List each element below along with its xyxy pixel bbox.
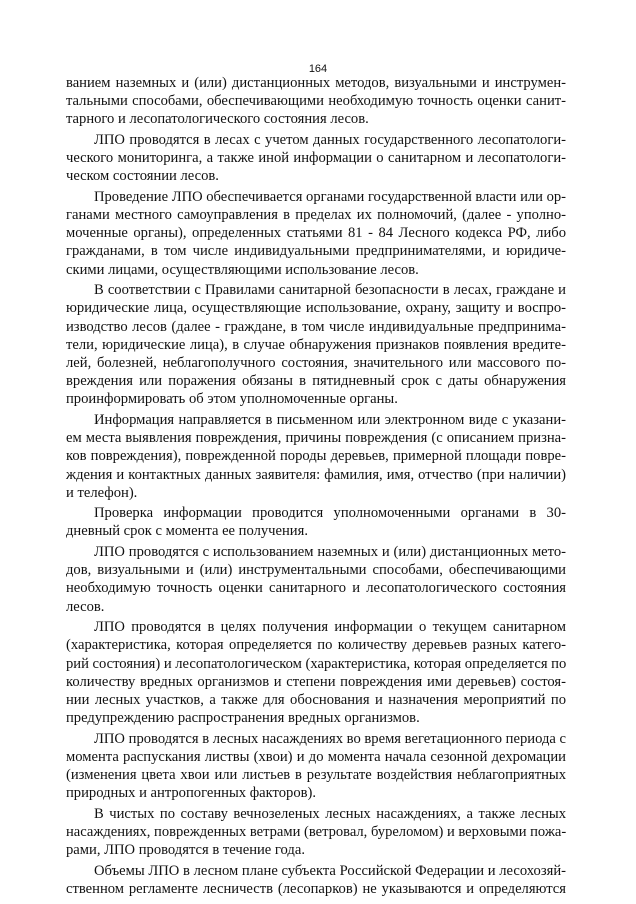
text-line: ем места выявления повреждения, причины повреждения (с описанием призна- bbox=[66, 430, 566, 447]
text-line: насаждениях, поврежденных ветрами (ветровал, буреломом) и верховыми пожа- bbox=[66, 824, 567, 841]
text-line: ванием наземных и (или) дистанционных методов, визуальными и инструмен- bbox=[66, 75, 566, 91]
text-line: рами, ЛПО проводятся в течение года. bbox=[66, 842, 305, 859]
text-line: тели, юридические лица), в случае обнаружения признаков появления вредите- bbox=[66, 336, 566, 353]
text-line: лей, болезней, неблагополучного состояния, значительного или массового по- bbox=[66, 354, 566, 371]
text-line: ждения и контактных данных заявителя: фамилия, имя, отчество (при наличии) bbox=[66, 466, 566, 483]
text-line: гражданами, в том числе индивидуальными предпринимателями, и юридиче- bbox=[66, 243, 566, 260]
text-line: проинформировать об этом уполномоченные органы. bbox=[66, 391, 398, 408]
text-line: В чистых по составу вечнозеленых лесных насаждениях, а также лесных bbox=[94, 805, 566, 822]
text-line: Проведение ЛПО обеспечивается органами государственной власти или ор- bbox=[94, 188, 566, 205]
text-line: (изменения цвета хвои или листьев в результате воздействия неблагоприятных bbox=[66, 767, 566, 784]
text-line: скими лицами, осуществляющими использование лесов. bbox=[66, 261, 419, 278]
text-line: ЛПО проводятся в лесах с учетом данных государственного лесопатологи- bbox=[94, 131, 566, 148]
text-line: изводство лесов (далее - граждане, в том числе индивидуальные предпринима- bbox=[66, 318, 566, 335]
text-line: дов, визуальными и (или) инструментальными способами, обеспечивающими bbox=[66, 562, 566, 579]
text-line: В соответствии с Правилами санитарной безопасности в лесах, граждане и bbox=[94, 282, 566, 299]
text-line: момента распускания листвы (хвои) и до момента начала сезонной дехромации bbox=[66, 748, 566, 765]
text-line: нии лесных участков, а также для обоснования и назначения мероприятий по bbox=[66, 691, 566, 708]
body-text bbox=[66, 74, 566, 898]
text-line: тальными способами, обеспечивающими необходимую точность оценки санит- bbox=[66, 93, 566, 110]
text-line: рий состояния) и лесопатологическом (характеристика, которая определяется по bbox=[66, 655, 567, 672]
text-line: тарного и лесопатологического состояния лесов. bbox=[66, 111, 369, 128]
text-line: ческом состоянии лесов. bbox=[66, 168, 219, 185]
text-line: ческого мониторинга, а также иной информации о санитарном и лесопатологи- bbox=[66, 150, 566, 167]
text-line: Объемы ЛПО в лесном плане субъекта Российской Федерации и лесохозяй- bbox=[94, 862, 566, 879]
text-line: юридические лица, осуществляющие использование, охрану, защиту и воспро- bbox=[66, 300, 566, 317]
text-line: природных и антропогенных факторов). bbox=[66, 785, 317, 802]
text-line: ЛПО проводятся в целях получения информации о текущем санитарном bbox=[94, 619, 566, 636]
text-line: вреждения или поражения обязаны в пятидневный срок с даты обнаружения bbox=[66, 373, 566, 390]
text-line: и телефон). bbox=[66, 484, 138, 501]
text-line: моченные органы), определенных статьями 81 - 84 Лесного кодекса РФ, либо bbox=[66, 225, 566, 242]
text-line: (характеристика, которая определяется по количеству деревьев разных катего- bbox=[66, 637, 566, 654]
text-line: предупреждению распространения вредных организмов. bbox=[66, 710, 420, 727]
text-line: необходимую точность оценки санитарного и лесопатологического состояния bbox=[66, 580, 566, 597]
page-number: 164 bbox=[308, 63, 328, 75]
text-line: дневный срок с момента ее получения. bbox=[66, 523, 308, 540]
text-line: лесов. bbox=[66, 598, 105, 615]
text-line: количеству вредных организмов и степени повреждения ими деревьев) состоя- bbox=[66, 673, 566, 690]
text-line: ЛПО проводятся с использованием наземных и (или) дистанционных мето- bbox=[94, 544, 566, 561]
text-line: Проверка информации проводится уполномоченными органами в 30- bbox=[94, 505, 566, 522]
text-line: ЛПО проводятся в лесных насаждениях во время вегетационного периода с bbox=[94, 730, 566, 747]
text-line: ков повреждения), поврежденной породы деревьев, примерной площади повре- bbox=[66, 448, 566, 465]
text-line: ственном регламенте лесничеств (лесопарков) не указываются и определяются bbox=[66, 880, 566, 897]
text-line: Информация направляется в письменном или электронном виде с указани- bbox=[94, 411, 566, 428]
text-line: ганами местного самоуправления в пределах их полномочий, (далее - уполно- bbox=[66, 207, 566, 224]
